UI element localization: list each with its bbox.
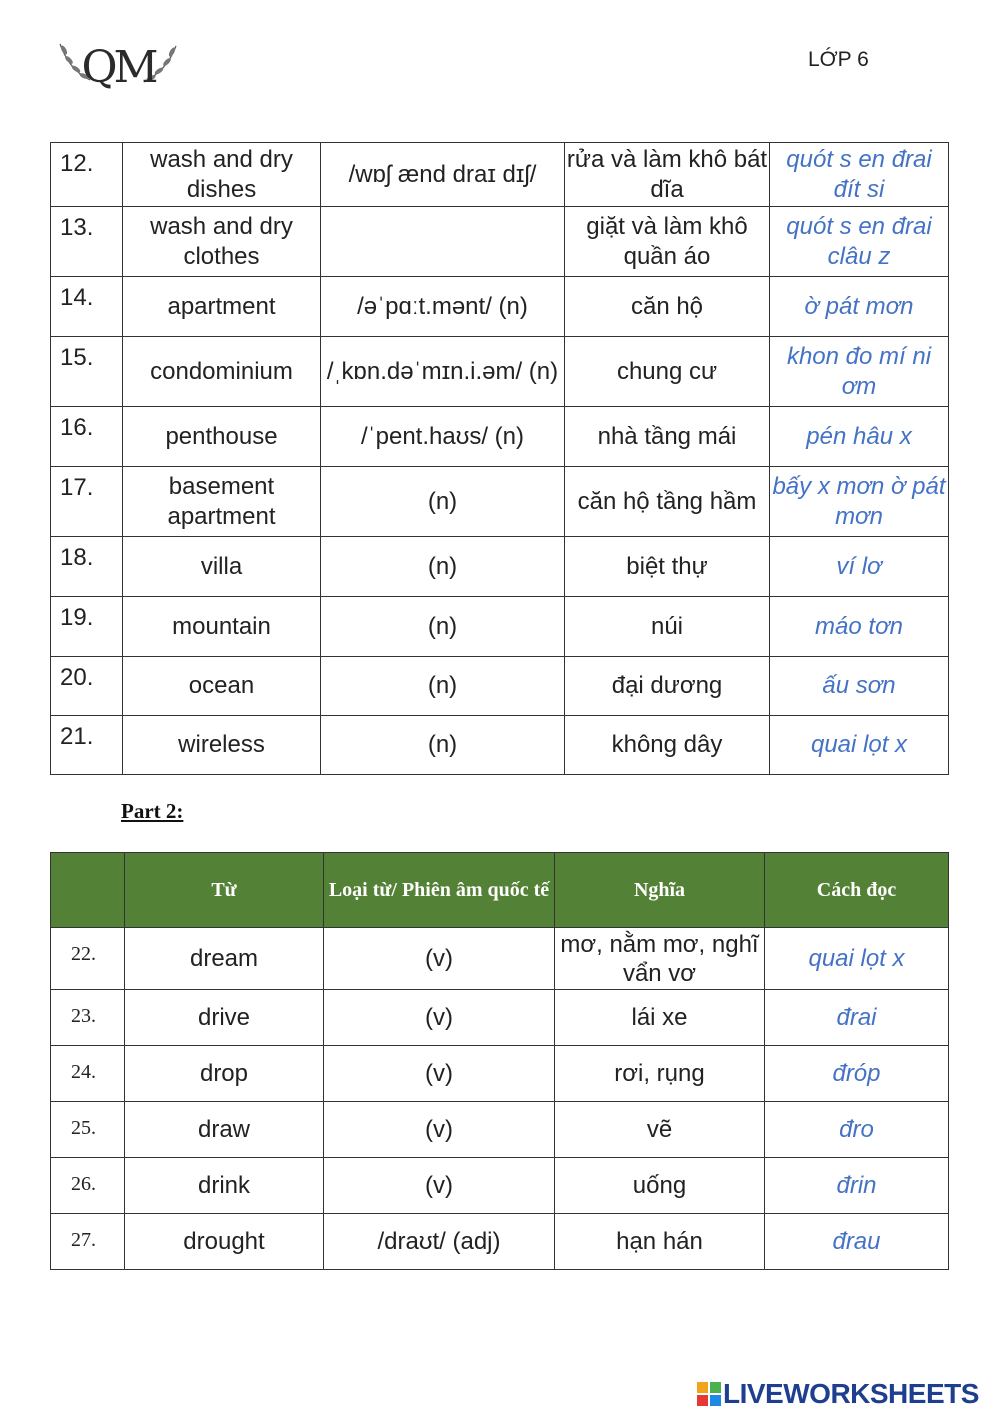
word-cell: drink bbox=[125, 1158, 324, 1214]
liveworksheets-brand[interactable] bbox=[697, 1378, 995, 1410]
phonetic-cell: (n) bbox=[321, 467, 565, 537]
reading-cell: đro bbox=[765, 1102, 949, 1158]
table-row bbox=[51, 1158, 949, 1214]
word-cell: wash and dry dishes bbox=[123, 143, 321, 207]
word-cell: basement apartment bbox=[123, 467, 321, 537]
reading-cell: ấu sơn bbox=[770, 657, 949, 716]
reading-cell: đrau bbox=[765, 1214, 949, 1270]
row-number: 14. bbox=[51, 277, 123, 337]
reading-cell: pén hâu x bbox=[770, 407, 949, 467]
type-cell: (v) bbox=[324, 928, 555, 990]
type-cell: (v) bbox=[324, 1046, 555, 1102]
table-row bbox=[51, 467, 949, 537]
table-row bbox=[51, 1214, 949, 1270]
phonetic-cell: /wɒʃ ænd draɪ dɪʃ/ bbox=[321, 143, 565, 207]
row-number: 13. bbox=[51, 207, 123, 277]
phonetic-cell: /ˈpent.haʊs/ (n) bbox=[321, 407, 565, 467]
reading-cell: quót s en đrai đít si bbox=[770, 143, 949, 207]
table-row bbox=[51, 537, 949, 597]
part2-title: Part 2: bbox=[121, 799, 184, 823]
phonetic-cell: (n) bbox=[321, 657, 565, 716]
liveworksheets-logo-icon bbox=[697, 1382, 721, 1406]
row-number: 27. bbox=[51, 1214, 125, 1270]
type-cell: /draʊt/ (adj) bbox=[324, 1214, 555, 1270]
header-word: Từ bbox=[125, 853, 324, 928]
meaning-cell: chung cư bbox=[565, 337, 770, 407]
reading-cell: quai lọt x bbox=[770, 716, 949, 775]
meaning-cell: giặt và làm khô quần áo bbox=[565, 207, 770, 277]
word-cell: wash and dry clothes bbox=[123, 207, 321, 277]
meaning-cell: căn hộ tầng hầm bbox=[565, 467, 770, 537]
table-row bbox=[51, 990, 949, 1046]
table-row bbox=[51, 1046, 949, 1102]
type-cell: (v) bbox=[324, 1158, 555, 1214]
vocabulary-table-part2 bbox=[50, 852, 949, 1270]
table-header-row bbox=[51, 853, 949, 928]
phonetic-cell: (n) bbox=[321, 537, 565, 597]
meaning-cell: căn hộ bbox=[565, 277, 770, 337]
phonetic-cell: (n) bbox=[321, 597, 565, 657]
word-cell: draw bbox=[125, 1102, 324, 1158]
row-number: 12. bbox=[51, 143, 123, 207]
table-row bbox=[51, 928, 949, 990]
row-number: 15. bbox=[51, 337, 123, 407]
word-cell: condominium bbox=[123, 337, 321, 407]
row-number: 21. bbox=[51, 716, 123, 775]
meaning-cell: hạn hán bbox=[555, 1214, 765, 1270]
reading-cell: máo tơn bbox=[770, 597, 949, 657]
word-cell: apartment bbox=[123, 277, 321, 337]
meaning-cell: uống bbox=[555, 1158, 765, 1214]
phonetic-cell bbox=[321, 207, 565, 277]
meaning-cell: nhà tầng mái bbox=[565, 407, 770, 467]
row-number: 18. bbox=[51, 537, 123, 597]
table-row bbox=[51, 277, 949, 337]
header-reading: Cách đọc bbox=[765, 853, 949, 928]
phonetic-cell: /ˌkɒn.dəˈmɪn.i.əm/ (n) bbox=[321, 337, 565, 407]
header-number bbox=[51, 853, 125, 928]
row-number: 23. bbox=[51, 990, 125, 1046]
row-number: 22. bbox=[51, 928, 125, 990]
header-type: Loại từ/ Phiên âm quốc tế bbox=[324, 853, 555, 928]
word-cell: dream bbox=[125, 928, 324, 990]
logo-text: QM bbox=[81, 42, 155, 93]
meaning-cell: đại dương bbox=[565, 657, 770, 716]
reading-cell: quót s en đrai clâu z bbox=[770, 207, 949, 277]
table-row bbox=[51, 143, 949, 207]
table-row bbox=[51, 337, 949, 407]
header-meaning: Nghĩa bbox=[555, 853, 765, 928]
reading-cell: đrai bbox=[765, 990, 949, 1046]
phonetic-cell: (n) bbox=[321, 716, 565, 775]
word-cell: mountain bbox=[123, 597, 321, 657]
meaning-cell: rơi, rụng bbox=[555, 1046, 765, 1102]
reading-cell: ví lơ bbox=[770, 537, 949, 597]
table-row bbox=[51, 657, 949, 716]
word-cell: drought bbox=[125, 1214, 324, 1270]
type-cell: (v) bbox=[324, 1102, 555, 1158]
word-cell: drive bbox=[125, 990, 324, 1046]
table-row bbox=[51, 597, 949, 657]
liveworksheets-text: LIVEWORKSHEETS bbox=[723, 1378, 979, 1409]
reading-cell: quai lọt x bbox=[765, 928, 949, 990]
table-row bbox=[51, 1102, 949, 1158]
phonetic-cell: /əˈpɑːt.mənt/ (n) bbox=[321, 277, 565, 337]
row-number: 16. bbox=[51, 407, 123, 467]
word-cell: villa bbox=[123, 537, 321, 597]
reading-cell: đrin bbox=[765, 1158, 949, 1214]
vocabulary-table-part1 bbox=[50, 142, 949, 775]
row-number: 25. bbox=[51, 1102, 125, 1158]
word-cell: ocean bbox=[123, 657, 321, 716]
meaning-cell: núi bbox=[565, 597, 770, 657]
grade-label: LỚP 6 bbox=[808, 48, 869, 71]
meaning-cell: vẽ bbox=[555, 1102, 765, 1158]
word-cell: wireless bbox=[123, 716, 321, 775]
meaning-cell: rửa và làm khô bát dĩa bbox=[565, 143, 770, 207]
reading-cell: ờ pát mơn bbox=[770, 277, 949, 337]
meaning-cell: lái xe bbox=[555, 990, 765, 1046]
row-number: 20. bbox=[51, 657, 123, 716]
word-cell: drop bbox=[125, 1046, 324, 1102]
qm-logo bbox=[56, 36, 180, 98]
row-number: 26. bbox=[51, 1158, 125, 1214]
meaning-cell: biệt thự bbox=[565, 537, 770, 597]
meaning-cell: mơ, nằm mơ, nghĩ vẩn vơ bbox=[555, 928, 765, 990]
type-cell: (v) bbox=[324, 990, 555, 1046]
meaning-cell: không dây bbox=[565, 716, 770, 775]
row-number: 19. bbox=[51, 597, 123, 657]
row-number: 24. bbox=[51, 1046, 125, 1102]
word-cell: penthouse bbox=[123, 407, 321, 467]
reading-cell: bấy x mơn ờ pát mơn bbox=[770, 467, 949, 537]
reading-cell: đróp bbox=[765, 1046, 949, 1102]
table-row bbox=[51, 407, 949, 467]
table-row bbox=[51, 716, 949, 775]
reading-cell: khon đo mí ni ơm bbox=[770, 337, 949, 407]
row-number: 17. bbox=[51, 467, 123, 537]
table-row bbox=[51, 207, 949, 277]
